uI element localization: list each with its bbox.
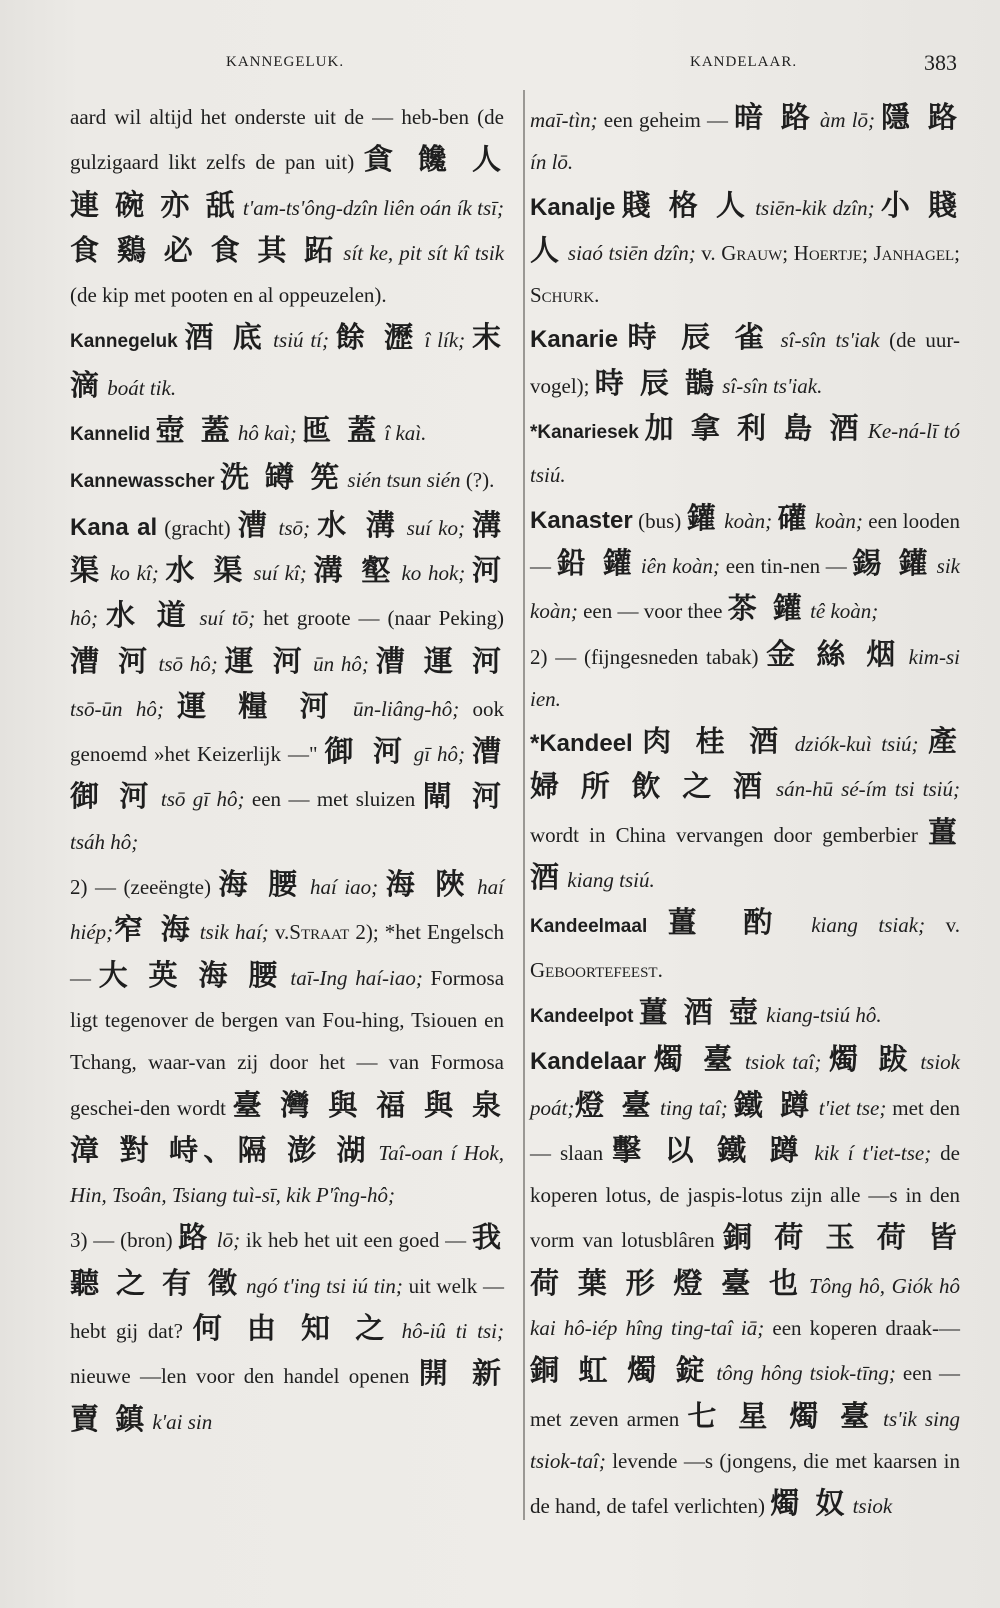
entry-text: een — voor thee <box>577 599 728 624</box>
entry-text <box>164 697 177 721</box>
romanization: sî-sîn ts'iak. <box>716 373 823 398</box>
dictionary-entry <box>70 504 504 863</box>
chinese-characters: 溝 壑 <box>313 552 395 587</box>
romanization: hô-iû ti tsi; <box>391 1319 504 1344</box>
chinese-characters: 擊 以 鐵 蹲 <box>612 1132 806 1167</box>
chinese-characters: 何 由 知 之 <box>192 1311 392 1346</box>
chinese-characters: 海 陜 <box>385 867 470 902</box>
entry-text <box>378 875 386 899</box>
romanization: suí tō; <box>191 606 256 631</box>
headword: Kanalje <box>530 193 616 221</box>
romanization: kik í t'iet-tse; <box>805 1140 932 1165</box>
chinese-characters: 路 <box>178 1220 211 1255</box>
headword: Kana al <box>70 513 158 541</box>
chinese-characters: 閘 河 <box>422 779 504 814</box>
headword: Kannewasscher <box>70 471 215 493</box>
romanization: k'ai sin <box>147 1409 213 1434</box>
chinese-characters: 暗 路 <box>734 100 814 134</box>
entry-text: nieuwe —len voor den handel openen <box>70 1364 419 1389</box>
chinese-characters: 產 婦 所 飲 之 酒 <box>530 724 961 804</box>
chinese-characters: 燭 跋 <box>828 1042 913 1077</box>
chinese-characters: 礶 <box>777 500 810 535</box>
romanization: iên koàn; <box>635 553 721 578</box>
entry-text: 2) — (zeeëngte) <box>70 875 219 900</box>
entry-text <box>178 328 185 352</box>
romanization: sán-hū sé-ím tsi tsiú; <box>767 777 961 802</box>
entry-text: 3) — (bron) <box>70 1228 179 1253</box>
cross-reference: Grauw; Hoertje; Janhagel; Schurk. <box>530 240 960 308</box>
romanization: maī-tìn; <box>530 108 598 132</box>
entry-text: een — met zeven armen <box>530 1361 960 1431</box>
romanization: tsō hô; <box>151 651 218 676</box>
romanization: î lík; <box>417 328 466 353</box>
dictionary-entry <box>530 991 960 1038</box>
entry-text: een looden — <box>530 508 960 578</box>
dictionary-entry <box>530 633 960 721</box>
romanization: boát tik. <box>102 375 177 400</box>
headword: Kandeelpot <box>530 1005 634 1027</box>
dictionary-entry <box>70 863 504 1216</box>
chinese-characters: 薑 酒 <box>530 814 960 895</box>
entry-text <box>821 1050 829 1074</box>
dictionary-entry <box>70 316 504 409</box>
romanization: suí kî; <box>246 560 307 585</box>
entry-text: (de kip met pooten en al oppeuzelen). <box>70 283 387 308</box>
dictionary-entry <box>530 901 960 991</box>
romanization: tsiú tí; <box>266 328 330 353</box>
chinese-characters: 隱 路 <box>881 100 960 134</box>
romanization: kiang tsiú. <box>562 868 655 893</box>
chinese-characters: 酒 底 <box>184 320 267 355</box>
entry-text: een tin-nen — <box>720 553 853 578</box>
dictionary-entry <box>530 497 960 633</box>
romanization: lō; <box>210 1228 241 1253</box>
chinese-characters: 洗 罇 筅 <box>219 460 343 495</box>
entry-text: Formosa ligt tegenover de bergen van Fou-hing, Tsiouen en Tchang, waar-van zij door het — van Formosa geschei-den wordt <box>70 965 505 1120</box>
entry-text <box>633 732 642 756</box>
romanization: ūn-liâng-hô; <box>339 696 460 721</box>
chinese-characters: 鑵 <box>686 500 719 535</box>
romanization: sik koàn; <box>530 553 960 624</box>
entry-text <box>618 328 628 352</box>
romanization: ngó t'ing tsi iú tin; <box>240 1273 403 1298</box>
romanization: tsiok taî; <box>737 1050 822 1075</box>
chinese-characters: 溝 渠 <box>70 507 505 587</box>
chinese-characters: 水 溝 <box>317 507 400 542</box>
chinese-characters: 漕 <box>237 507 272 542</box>
headword: Kanarie <box>530 326 619 354</box>
headword: Kannelid <box>70 424 151 446</box>
entry-text <box>218 652 225 676</box>
romanization: tsik haí; <box>193 920 269 945</box>
entry-text: aard wil altijd het onderste uit de — heb-ben (de gulzigaard likt zelfs de pan uit) <box>70 105 504 175</box>
headword: Kandelaar <box>530 1048 647 1076</box>
chinese-characters: 臺 灣 與 福 與 泉 漳 對 峙、隔 澎 湖 <box>70 1087 505 1167</box>
romanization: tông hông tsiok-tīng; <box>709 1361 896 1386</box>
romanization: t'am-ts'ông-dzîn liên oán ík tsī; <box>237 195 504 220</box>
dictionary-entry <box>530 720 960 901</box>
chinese-characters: 七 星 燭 臺 <box>687 1398 876 1433</box>
chinese-characters: 加 拿 利 島 酒 <box>644 411 863 446</box>
chinese-characters: 水 渠 <box>165 552 247 587</box>
chinese-characters: 漕 河 <box>70 643 152 678</box>
entry-text: v. <box>268 920 290 945</box>
entry-text: (gracht) <box>157 515 238 540</box>
romanization: ko hok; <box>394 560 466 585</box>
dictionary-entry <box>530 316 960 407</box>
dictionary-entry <box>530 407 960 497</box>
romanization: tsō; <box>271 515 311 540</box>
chinese-characters: 食 鷄 必 食 其 跖 <box>70 232 338 267</box>
right-running-head: KANDELAAR. <box>690 54 798 70</box>
romanization: tsiok <box>847 1494 893 1519</box>
entry-text <box>465 516 472 540</box>
chinese-characters: 開 新 賣 鎮 <box>70 1356 504 1436</box>
romanization: taī-Ing haí-iao; <box>282 965 423 990</box>
romanization: tsō-ūn hô; <box>70 696 164 721</box>
dictionary-entry <box>530 184 960 317</box>
entry-text <box>646 1050 654 1074</box>
romanization: dziók-kuì tsiú; <box>785 732 919 757</box>
entry-text: v. <box>925 913 960 938</box>
entry-text: v. <box>695 240 722 265</box>
entry-text <box>98 606 106 630</box>
chinese-characters: 銅 虹 燭 錠 <box>530 1353 710 1388</box>
dictionary-entry <box>70 456 504 503</box>
romanization: hô; <box>70 606 98 631</box>
chinese-characters: 我 聽 之 有 徵 <box>70 1220 504 1300</box>
entry-text: een geheim — <box>597 108 735 132</box>
dictionary-entry <box>70 409 504 456</box>
dictionary-entry <box>70 96 504 316</box>
romanization: gī hô; <box>406 742 466 767</box>
romanization: koàn; <box>718 508 773 533</box>
right-column <box>530 96 960 1528</box>
entry-text <box>329 328 336 352</box>
entry-text: het groote — (naar Peking) <box>255 606 504 631</box>
page-number: 383 <box>924 50 957 75</box>
entry-text: (de uur-vogel); <box>530 328 960 398</box>
romanization: haí iao; <box>302 875 379 900</box>
dictionary-entry <box>530 1038 960 1527</box>
romanization: hô kaì; <box>232 421 297 446</box>
entry-text: (?). <box>460 468 495 493</box>
chinese-characters: 貪 饞 人 連 碗 亦 舐 <box>70 142 504 222</box>
chinese-characters: 時 辰 雀 <box>627 320 771 355</box>
entry-text <box>919 732 928 756</box>
running-header <box>0 50 1000 78</box>
chinese-characters: 餘 瀝 <box>335 320 418 355</box>
romanization: kiang tsiak; <box>790 913 926 938</box>
entry-text: levende —s (jongens, die met kaarsen in de hand, de tafel verlichten) <box>530 1448 960 1519</box>
left-running-head: KANNEGELUK. <box>226 54 345 70</box>
entry-text: uit welk — hebt gij dat? <box>70 1273 504 1344</box>
romanization: Tông hô, Giók hô kai hô-iép hîng ting-taî iā; <box>530 1273 960 1341</box>
headword: Kannegeluk <box>70 331 178 353</box>
chinese-characters: 薑 酒 壺 <box>638 994 761 1029</box>
chinese-characters: 銅 荷 玉 荷 皆 荷 葉 形 燈 臺 也 <box>530 1220 960 1300</box>
romanization: haí hiép; <box>70 875 504 945</box>
romanization: sién tsun sién <box>342 468 461 493</box>
chinese-characters: 運 河 <box>224 643 307 678</box>
chinese-characters: 肉 桂 酒 <box>642 724 786 759</box>
chinese-characters: 壺 蓋 <box>155 413 233 448</box>
headword: Kanaster <box>530 506 633 534</box>
chinese-characters: 燭 奴 <box>770 1486 848 1521</box>
chinese-characters: 錫 鑵 <box>852 545 931 580</box>
chinese-characters: 賤 格 人 <box>621 187 749 222</box>
romanization: ín lō. <box>530 150 574 175</box>
chinese-characters: 大 英 海 腰 <box>98 957 283 992</box>
chinese-characters: 小 賤 人 <box>530 187 960 267</box>
entry-text: wordt in China vervangen door gemberbier <box>530 822 928 847</box>
headword: *Kandeel <box>530 730 633 758</box>
romanization: ting taî; <box>654 1095 728 1120</box>
entry-text: (bus) <box>632 508 687 533</box>
chinese-characters: 海 腰 <box>218 867 303 902</box>
romanization: î kaì. <box>379 421 427 446</box>
chinese-characters: 御 河 <box>324 734 407 769</box>
entry-text: de koperen lotus, de jaspis-lotus zijn alle —s in den vorm van lotusblâren <box>530 1140 960 1253</box>
headword: Kandeelmaal <box>530 916 648 938</box>
romanization: Ke-ná-lī tó tsiú. <box>530 419 960 488</box>
romanization: àm lō; <box>813 108 876 132</box>
headword: *Kanariesek <box>530 422 639 444</box>
cross-reference: Straat <box>289 920 350 945</box>
chinese-characters: 茶 鑵 <box>727 591 805 626</box>
entry-text <box>465 328 472 352</box>
chinese-characters: 漕 御 河 <box>70 734 504 814</box>
chinese-characters: 運 糧 河 <box>177 688 340 723</box>
romanization: ūn hô; <box>306 651 369 676</box>
chinese-characters: 金 絲 烟 <box>766 636 901 671</box>
cross-reference: Geboortefeest. <box>530 957 663 982</box>
dictionary-entry <box>530 96 960 184</box>
chinese-characters: 鐵 蹲 <box>733 1087 813 1122</box>
romanization: siaó tsiēn dzîn; <box>562 240 696 265</box>
chinese-characters: 時 辰 鵲 <box>594 365 717 400</box>
chinese-characters: 匜 蓋 <box>302 413 380 448</box>
entry-text: een koperen draak-— <box>764 1316 961 1341</box>
chinese-characters: 鉛 鑵 <box>556 545 636 580</box>
chinese-characters: 漕 運 河 <box>375 643 505 678</box>
column-divider <box>523 90 525 1520</box>
entry-text <box>369 652 376 676</box>
entry-text <box>465 561 472 585</box>
romanization: tsiok poát; <box>530 1050 960 1120</box>
entry-text: met den — slaan <box>530 1095 960 1165</box>
romanization: t'iet tse; <box>812 1095 887 1120</box>
entry-text <box>647 913 668 937</box>
dictionary-entry <box>70 1216 504 1442</box>
chinese-characters: 薑 酌 <box>667 905 791 940</box>
entry-text <box>465 742 472 766</box>
chinese-characters: 燭 臺 <box>653 1042 738 1077</box>
entry-text: een — met sluizen <box>244 787 423 812</box>
left-column <box>70 96 504 1443</box>
chinese-characters: 末 滴 <box>70 320 504 402</box>
entry-text: 2); *het Engelsch — <box>70 920 504 990</box>
entry-text: 2) — (fijngesneden tabak) <box>530 644 767 669</box>
romanization: sít ke, pit sít kî tsik <box>337 240 505 265</box>
romanization: ts'ik sing tsiok-taî; <box>530 1406 960 1473</box>
romanization: Taî-oan í Hok, Hin, Tsoân, Tsiang tuì-sī, kik P'îng-hô; <box>70 1140 504 1208</box>
entry-text: ook genoemd »het Keizerlijk —" <box>70 696 505 767</box>
chinese-characters: 燈 臺 <box>574 1087 655 1122</box>
romanization: tê koàn; <box>804 599 879 624</box>
entry-text: ik heb het uit een goed — <box>240 1228 472 1253</box>
romanization: koàn; <box>809 508 863 533</box>
romanization: tsō gī hô; <box>153 787 245 812</box>
chinese-characters: 窄 海 <box>113 912 194 947</box>
romanization: tsiēn-kik dzîn; <box>748 195 875 220</box>
romanization: suí ko; <box>399 515 465 540</box>
chinese-characters: 水 道 <box>106 598 192 633</box>
chinese-characters: 河 <box>471 552 504 587</box>
romanization: kiang-tsiú hô. <box>760 1002 882 1027</box>
romanization: tsáh hô; <box>70 829 139 854</box>
romanization: sî-sîn ts'iak <box>770 328 880 353</box>
romanization: kim-si ien. <box>530 644 960 711</box>
romanization: ko kî; <box>103 560 159 585</box>
